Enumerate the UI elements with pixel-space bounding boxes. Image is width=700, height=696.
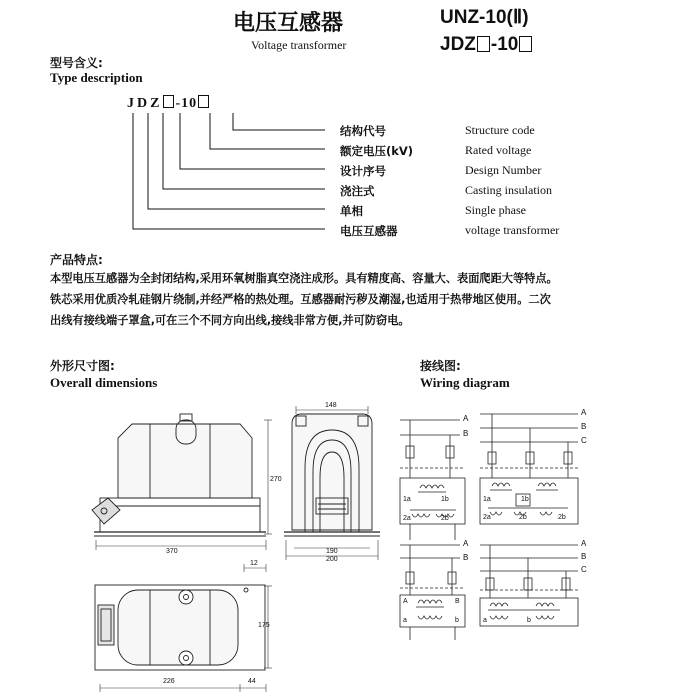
wiring-label-b-bottom: B bbox=[463, 553, 469, 562]
front-view-drawing bbox=[284, 414, 380, 536]
wiring-single-bottom bbox=[400, 545, 465, 640]
dim-top-height: 175 bbox=[258, 622, 270, 629]
features-line-2: 铁芯采用优质冷轧硅钢片绕制,并经严格的热处理。互感器耐污秽及潮湿,也适用于热带地区使用。二次 bbox=[50, 293, 551, 306]
dim-top-right: 44 bbox=[248, 678, 256, 685]
wiring-label-a-3ph: A bbox=[581, 408, 587, 417]
wiring-label-a-top: A bbox=[463, 414, 469, 423]
wiring-label-c-3ph: C bbox=[581, 436, 587, 445]
legend-en-casting-insulation: Casting insulation bbox=[465, 183, 552, 197]
wiring-three-phase-top bbox=[480, 414, 578, 524]
wiring-label-c-vv: C bbox=[581, 565, 587, 574]
model-prefix: JDZ bbox=[440, 34, 476, 55]
wiring-label-A-bottom: A bbox=[403, 598, 408, 605]
top-view-drawing bbox=[95, 585, 265, 670]
wiring-label-1b: 1b bbox=[441, 496, 449, 503]
wiring-label-2b: 2b bbox=[441, 515, 449, 522]
legend-en-single-phase: Single phase bbox=[465, 203, 526, 217]
code-letter-z: Z bbox=[150, 96, 163, 111]
dim-side-length: 370 bbox=[166, 548, 178, 555]
wiring-label-2a-3ph: 2a bbox=[483, 514, 491, 521]
legend-en-rated-voltage: Rated voltage bbox=[465, 143, 532, 157]
dim-top-length: 226 bbox=[163, 678, 175, 685]
legend-cn-single-phase: 单相 bbox=[340, 204, 363, 218]
wiring-label-a-bottom: A bbox=[463, 539, 469, 548]
model-mid: -10 bbox=[490, 34, 519, 55]
type-description-heading-cn: 型号含义: bbox=[50, 56, 103, 70]
wiring-label-B-bottom: B bbox=[455, 598, 460, 605]
features-line-3: 出线有接线端子罩盒,可在三个不同方向出线,接线非常方便,并可防窃电。 bbox=[50, 314, 410, 327]
legend-cn-design-number: 设计序号 bbox=[340, 164, 386, 178]
dim-front-top: 148 bbox=[325, 402, 337, 409]
wiring-label-1a-3ph: 1a bbox=[483, 496, 491, 503]
model-line-1: UNZ-10(Ⅱ) bbox=[440, 7, 529, 28]
title-cn: 电压互感器 bbox=[233, 11, 344, 36]
wiring-single-top bbox=[400, 420, 465, 540]
legend-en-voltage-transformer: voltage transformer bbox=[465, 223, 560, 237]
legend-cn-rated-voltage: 额定电压(kV) bbox=[340, 144, 414, 158]
wiring-label-b-top: B bbox=[463, 429, 469, 438]
dimensions-heading-en: Overall dimensions bbox=[50, 375, 158, 390]
wiring-label-2a: 2a bbox=[403, 515, 411, 522]
wiring-label-1b-3ph: 1b bbox=[521, 496, 529, 503]
legend-cn-casting-insulation: 浇注式 bbox=[340, 184, 375, 198]
title-en: Voltage transformer bbox=[251, 38, 347, 52]
wiring-label-b-vv: B bbox=[581, 552, 587, 561]
wiring-heading-en: Wiring diagram bbox=[420, 375, 510, 390]
wiring-label-a-vv-sec: a bbox=[483, 617, 487, 624]
code-mid: -10 bbox=[175, 96, 198, 111]
dim-side-height: 270 bbox=[270, 476, 282, 483]
type-code-leaders bbox=[133, 113, 325, 229]
wiring-heading-cn: 接线图: bbox=[420, 359, 461, 373]
wiring-label-a-vv: A bbox=[581, 539, 587, 548]
legend-en-structure-code: Structure code bbox=[465, 123, 535, 137]
wiring-label-2b-3ph-right: 2b bbox=[558, 514, 566, 521]
wiring-label-b-vv-sec: b bbox=[527, 617, 531, 624]
legend-en-design-number: Design Number bbox=[465, 163, 542, 177]
code-letter-d: D bbox=[137, 96, 151, 111]
dim-front-inner: 190 bbox=[326, 548, 338, 555]
features-heading: 产品特点: bbox=[50, 253, 103, 267]
wiring-label-b-3ph: B bbox=[581, 422, 587, 431]
dim-front-base: 200 bbox=[326, 556, 338, 563]
type-description-heading-en: Type description bbox=[50, 70, 143, 85]
legend-cn-voltage-transformer: 电压互感器 bbox=[340, 224, 398, 238]
dim-top-small: 12 bbox=[250, 560, 258, 567]
side-view-drawing bbox=[92, 414, 266, 536]
wiring-label-b-sec: b bbox=[455, 617, 459, 624]
wiring-label-2b-3ph: 2b bbox=[519, 514, 527, 521]
dimensions-heading-cn: 外形尺寸图: bbox=[50, 359, 115, 373]
wiring-vv-bottom bbox=[480, 545, 578, 626]
legend-cn-structure-code: 结构代号 bbox=[340, 124, 386, 138]
wiring-label-a-sec: a bbox=[403, 617, 407, 624]
wiring-label-1a: 1a bbox=[403, 496, 411, 503]
code-letter-j: J bbox=[127, 96, 137, 111]
features-line-1: 本型电压互感器为全封闭结构,采用环氧树脂真空浇注成形。具有精度高、容量大、表面爬距大等特点。 bbox=[50, 272, 558, 285]
